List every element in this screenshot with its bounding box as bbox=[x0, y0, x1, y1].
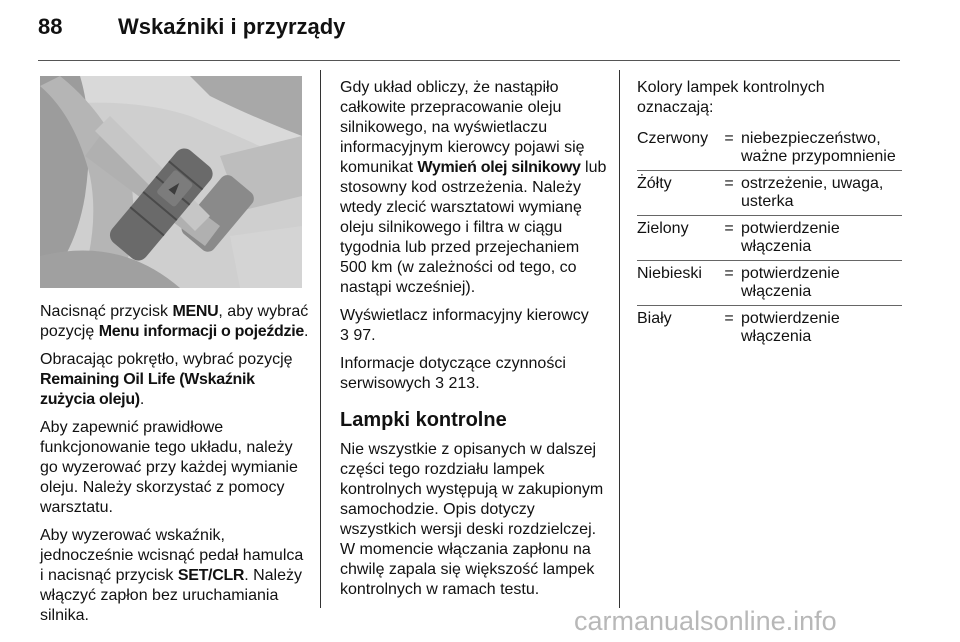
page-number: 88 bbox=[38, 14, 63, 39]
paragraph-oil-change: Gdy układ obliczy, że nastąpiło całkowite przepracowanie oleju silnikowego, na wyświetlaczu informacyjnym kierowcy pojawi się komunikat Wymień olej silnikowy lub stosowny kod ostrzeżenia. Należy wtedy zlecić warsztatowi wymianę oleju silnikowego i filtra w ciągu tygodnia lub przed przejechaniem 500 km (w zależności od tego, co nastąpi wcześniej). bbox=[340, 79, 607, 296]
paragraph-menu: Nacisnąć przycisk MENU, aby wybrać pozycję Menu informacji o pojeździe. bbox=[40, 303, 309, 340]
paragraph-reset-steps: Aby wyzerować wskaźnik, jednocześnie wcisnąć pedał hamulca i nacisnąć przycisk SET/CLR. Należy włączyć zapłon bez uruchamiania silnika. bbox=[40, 527, 304, 624]
arrow-ref-icon: 3 bbox=[435, 375, 445, 392]
equals-sign: = bbox=[717, 171, 741, 216]
change-oil-message: Wymień olej silnikowy bbox=[417, 159, 581, 176]
reference-service: Informacje dotyczące czynności serwisowych 3 213. bbox=[340, 355, 566, 392]
equals-sign: = bbox=[717, 126, 741, 171]
arrow-ref-icon: 3 bbox=[340, 327, 349, 344]
color-meaning: niebezpieczeństwo, ważne przypomnienie bbox=[741, 126, 902, 171]
column-right bbox=[637, 78, 902, 350]
menu-button-label: MENU bbox=[172, 303, 219, 320]
page-title: Wskaźniki i przyrządy bbox=[118, 14, 346, 39]
color-name: Biały bbox=[637, 310, 672, 327]
section-heading: Lampki kontrolne bbox=[340, 409, 507, 431]
table-row bbox=[637, 261, 902, 306]
column-left bbox=[40, 302, 310, 634]
oil-life-label: Remaining Oil Life (Wskaźnik zużycia oleju) bbox=[40, 371, 255, 408]
column-divider-1 bbox=[320, 70, 321, 608]
set-clr-label: SET/CLR bbox=[177, 567, 245, 584]
stalk-control-photo bbox=[40, 76, 302, 288]
colors-intro: Kolory lampek kontrolnych oznaczają: bbox=[637, 79, 825, 116]
table-row bbox=[637, 171, 902, 216]
column-middle bbox=[340, 78, 608, 608]
paragraph-rotate: Obracając pokrętło, wybrać pozycję Remaining Oil Life (Wskaźnik zużycia oleju). bbox=[40, 351, 293, 408]
color-meaning: potwierdzenie włączenia bbox=[741, 261, 902, 306]
equals-sign: = bbox=[717, 261, 741, 306]
header-divider bbox=[38, 60, 900, 61]
column-divider-2 bbox=[619, 70, 620, 608]
color-name: Czerwony bbox=[637, 126, 717, 171]
watermark: carmanualsonline.info bbox=[574, 606, 837, 636]
paragraph-warning-lights: Nie wszystkie z opisanych w dalszej części tego rozdziału lampek kontrolnych występują w zakupionym samochodzie. Opis dotyczy wszystkich wersji deski rozdzielczej. W momencie włączania zapłonu na chwilę zapala się większość lampek kontrolnych w ramach testu. bbox=[340, 441, 604, 598]
color-name: Zielony bbox=[637, 216, 717, 261]
color-name: Niebieski bbox=[637, 261, 717, 306]
paragraph-reset-info: Aby zapewnić prawidłowe funkcjonowanie tego układu, należy go wyzerować przy każdej wymianie oleju. Należy skorzystać z pomocy warsztatu. bbox=[40, 419, 298, 516]
color-name: Żółty bbox=[637, 171, 717, 216]
table-row bbox=[637, 306, 902, 351]
equals-sign: = bbox=[717, 216, 741, 261]
reference-driver-display: Wyświetlacz informacyjny kierowcy 3 97. bbox=[340, 307, 589, 344]
equals-sign: = bbox=[724, 310, 734, 327]
color-meaning: ostrzeżenie, uwaga, usterka bbox=[741, 171, 902, 216]
color-meaning: potwierdzenie włączenia bbox=[741, 310, 840, 345]
color-meaning-table bbox=[637, 126, 902, 350]
table-row bbox=[637, 216, 902, 261]
color-meaning: potwierdzenie włączenia bbox=[741, 216, 902, 261]
table-row bbox=[637, 126, 902, 171]
menu-item-label: Menu informacji o pojeździe bbox=[98, 323, 304, 340]
